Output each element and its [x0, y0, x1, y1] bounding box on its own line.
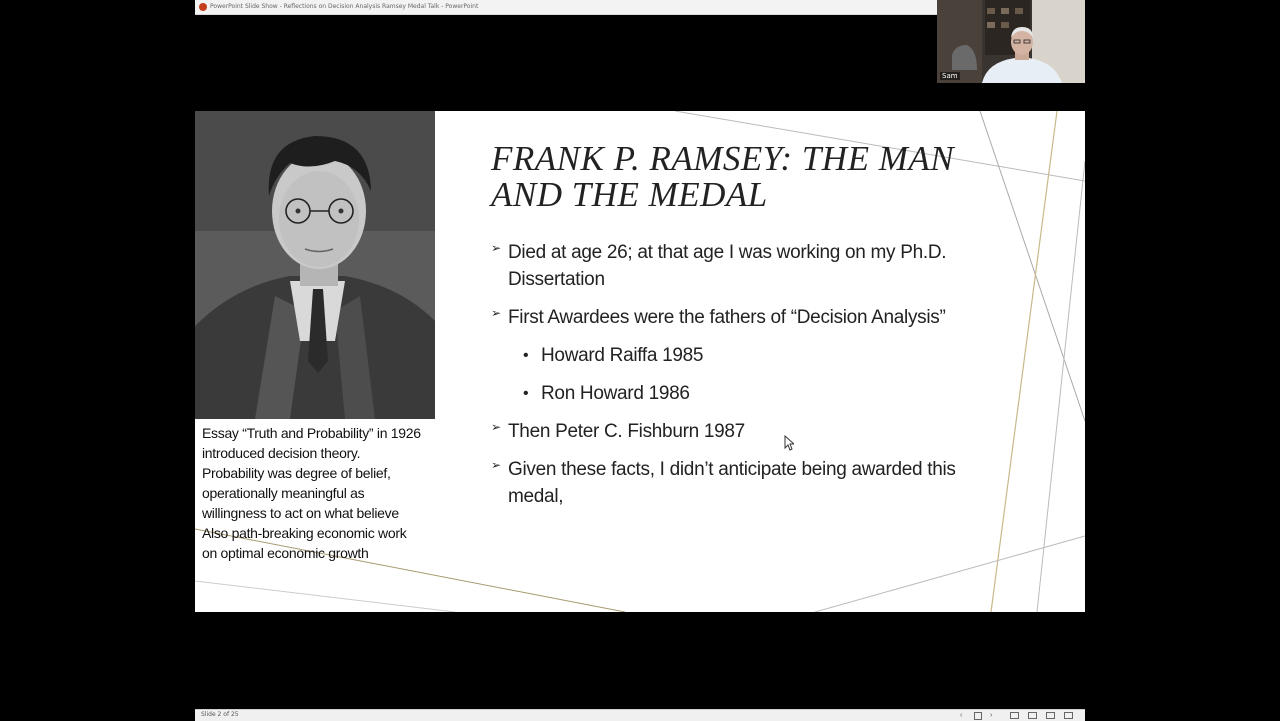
normal-view-icon[interactable]	[974, 712, 982, 720]
status-bar	[195, 709, 1085, 721]
slideshow-icon[interactable]	[1064, 712, 1073, 719]
photo-caption	[202, 423, 442, 563]
caption-line: on optimal economic growth	[202, 545, 369, 561]
portrait-icon	[195, 111, 435, 419]
arrow-bullet-icon: ➢	[491, 458, 501, 472]
sub-bullet-text: Howard Raiffa 1985	[541, 345, 704, 366]
sub-bullet-text: Ron Howard 1986	[541, 383, 690, 404]
powerpoint-window	[195, 0, 1085, 720]
bullet-text: First Awardees were the fathers of “Decision Analysis”	[508, 307, 946, 328]
arrow-bullet-icon: ➢	[491, 241, 501, 255]
caption-line: Probability was degree of belief,	[202, 465, 391, 481]
caption-line: Also path-breaking economic work	[202, 525, 407, 541]
window-title: PowerPoint Slide Show - Reflections on Decision Analysis Ramsey Medal Talk - PowerPoint	[210, 3, 479, 10]
portrait-photo	[195, 111, 435, 419]
powerpoint-icon	[199, 3, 207, 11]
slide-title-line: AND THE MEDAL	[491, 175, 768, 214]
slide-title-line: FRANK P. RAMSEY: THE MAN	[491, 139, 955, 178]
bullet-text: Given these facts, I didn’t anticipate being awarded this	[508, 459, 956, 480]
caption-line: introduced decision theory.	[202, 445, 361, 461]
previous-slide-button[interactable]: ‹	[960, 712, 963, 719]
grid-view-icon[interactable]	[1028, 712, 1037, 719]
slide-title	[491, 141, 1011, 213]
bullet-text: Then Peter C. Fishburn 1987	[508, 421, 745, 442]
mouse-cursor-icon	[784, 435, 794, 451]
dot-bullet-icon: •	[523, 347, 529, 364]
dot-bullet-icon: •	[523, 385, 529, 402]
slide[interactable]	[195, 111, 1085, 612]
caption-line: willingness to act on what believe	[202, 505, 399, 521]
slide-counter: Slide 2 of 25	[201, 711, 239, 718]
caption-line: Essay “Truth and Probability” in 1926	[202, 425, 421, 441]
reading-view-icon[interactable]	[1046, 712, 1055, 719]
bullet-text: Dissertation	[508, 269, 605, 290]
participant-video-icon	[937, 0, 1085, 83]
slide-sorter-icon[interactable]	[1010, 712, 1019, 719]
arrow-bullet-icon: ➢	[491, 306, 501, 320]
caption-line: operationally meaningful as	[202, 485, 365, 501]
bullet-text: medal,	[508, 486, 564, 507]
participant-name: Sam	[942, 72, 958, 80]
video-participant-tile[interactable]	[937, 0, 1085, 83]
next-slide-button[interactable]: ›	[990, 712, 993, 719]
arrow-bullet-icon: ➢	[491, 420, 501, 434]
bullet-text: Died at age 26; at that age I was working on my Ph.D.	[508, 242, 947, 263]
